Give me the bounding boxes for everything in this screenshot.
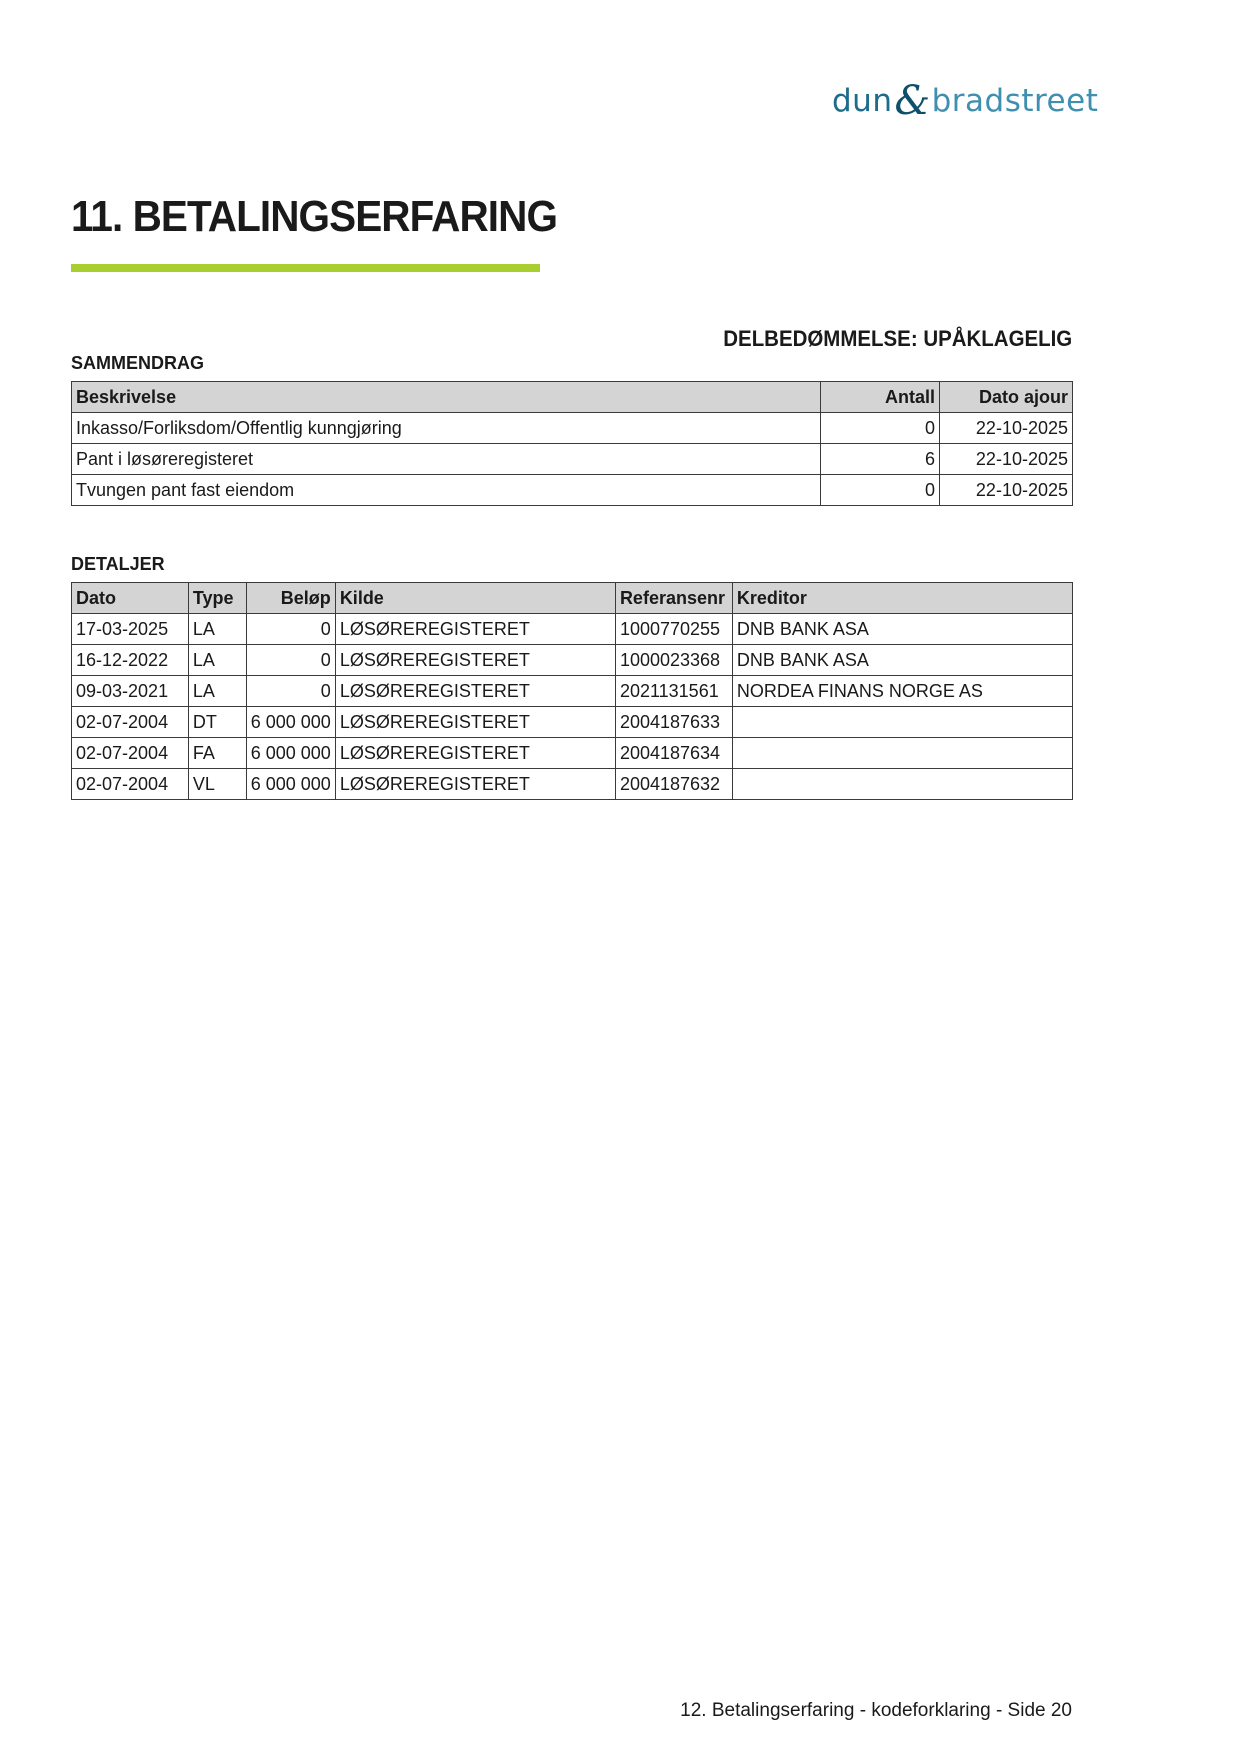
summary-cell-dato: 22-10-2025 — [940, 475, 1073, 506]
details-header-row — [72, 583, 1073, 614]
details-cell-type: LA — [188, 614, 246, 645]
details-cell-type: LA — [188, 645, 246, 676]
summary-cell-antall: 0 — [821, 413, 940, 444]
details-cell-referansenr: 2021131561 — [615, 676, 732, 707]
details-cell-kreditor — [732, 707, 1072, 738]
summary-cell-antall: 0 — [821, 475, 940, 506]
table-row — [72, 738, 1073, 769]
details-cell-kilde: LØSØREREGISTERET — [335, 769, 615, 800]
summary-table — [71, 381, 1073, 506]
details-cell-kreditor: DNB BANK ASA — [732, 614, 1072, 645]
table-row — [72, 444, 1073, 475]
details-cell-kreditor: NORDEA FINANS NORGE AS — [732, 676, 1072, 707]
logo-ampersand: & — [894, 78, 931, 124]
table-row — [72, 676, 1073, 707]
details-col-referansenr: Referansenr — [615, 583, 732, 614]
table-row — [72, 614, 1073, 645]
table-row — [72, 475, 1073, 506]
summary-label: SAMMENDRAG — [71, 353, 204, 373]
details-label: DETALJER — [71, 554, 165, 574]
details-col-kreditor: Kreditor — [732, 583, 1072, 614]
details-cell-kilde: LØSØREREGISTERET — [335, 614, 615, 645]
details-cell-belop: 6 000 000 — [246, 769, 335, 800]
details-cell-belop: 0 — [246, 676, 335, 707]
summary-col-dato-ajour: Dato ajour — [940, 382, 1073, 413]
title-underline — [71, 264, 540, 272]
table-row — [72, 769, 1073, 800]
details-col-belop: Beløp — [246, 583, 335, 614]
details-cell-dato: 02-07-2004 — [72, 769, 189, 800]
details-cell-belop: 6 000 000 — [246, 738, 335, 769]
details-cell-dato: 02-07-2004 — [72, 738, 189, 769]
logo-text-dun: dun — [832, 83, 893, 119]
details-cell-dato: 16-12-2022 — [72, 645, 189, 676]
details-cell-referansenr: 2004187634 — [615, 738, 732, 769]
details-cell-belop: 0 — [246, 645, 335, 676]
summary-col-beskrivelse: Beskrivelse — [72, 382, 821, 413]
details-cell-dato: 09-03-2021 — [72, 676, 189, 707]
details-cell-kilde: LØSØREREGISTERET — [335, 645, 615, 676]
summary-col-antall: Antall — [821, 382, 940, 413]
details-cell-referansenr: 2004187633 — [615, 707, 732, 738]
details-cell-kilde: LØSØREREGISTERET — [335, 707, 615, 738]
details-cell-kreditor: DNB BANK ASA — [732, 645, 1072, 676]
summary-cell-antall: 6 — [821, 444, 940, 475]
details-cell-dato: 02-07-2004 — [72, 707, 189, 738]
details-cell-kreditor — [732, 769, 1072, 800]
details-col-kilde: Kilde — [335, 583, 615, 614]
summary-header-row — [72, 382, 1073, 413]
logo-text-bradstreet: bradstreet — [931, 83, 1099, 119]
details-cell-referansenr: 1000770255 — [615, 614, 732, 645]
details-cell-type: VL — [188, 769, 246, 800]
summary-cell-dato: 22-10-2025 — [940, 444, 1073, 475]
summary-cell-beskrivelse: Pant i løsøreregisteret — [72, 444, 821, 475]
details-cell-belop: 6 000 000 — [246, 707, 335, 738]
summary-cell-beskrivelse: Tvungen pant fast eiendom — [72, 475, 821, 506]
details-col-dato: Dato — [72, 583, 189, 614]
details-cell-kilde: LØSØREREGISTERET — [335, 738, 615, 769]
details-table — [71, 582, 1073, 800]
details-cell-referansenr: 1000023368 — [615, 645, 732, 676]
details-cell-belop: 0 — [246, 614, 335, 645]
table-row — [72, 645, 1073, 676]
summary-cell-beskrivelse: Inkasso/Forliksdom/Offentlig kunngjøring — [72, 413, 821, 444]
details-cell-type: FA — [188, 738, 246, 769]
table-row — [72, 707, 1073, 738]
details-cell-kilde: LØSØREREGISTERET — [335, 676, 615, 707]
page-footer: 12. Betalingserfaring - kodeforklaring - Side 20 — [680, 1700, 1072, 1721]
page-title: 11. BETALINGSERFARING — [71, 192, 558, 241]
details-cell-referansenr: 2004187632 — [615, 769, 732, 800]
details-cell-type: LA — [188, 676, 246, 707]
details-cell-kreditor — [732, 738, 1072, 769]
details-col-type: Type — [188, 583, 246, 614]
dun-bradstreet-logo — [832, 78, 1099, 124]
sub-rating: DELBEDØMMELSE: UPÅKLAGELIG — [723, 326, 1072, 351]
table-row — [72, 413, 1073, 444]
details-cell-dato: 17-03-2025 — [72, 614, 189, 645]
summary-cell-dato: 22-10-2025 — [940, 413, 1073, 444]
details-cell-type: DT — [188, 707, 246, 738]
